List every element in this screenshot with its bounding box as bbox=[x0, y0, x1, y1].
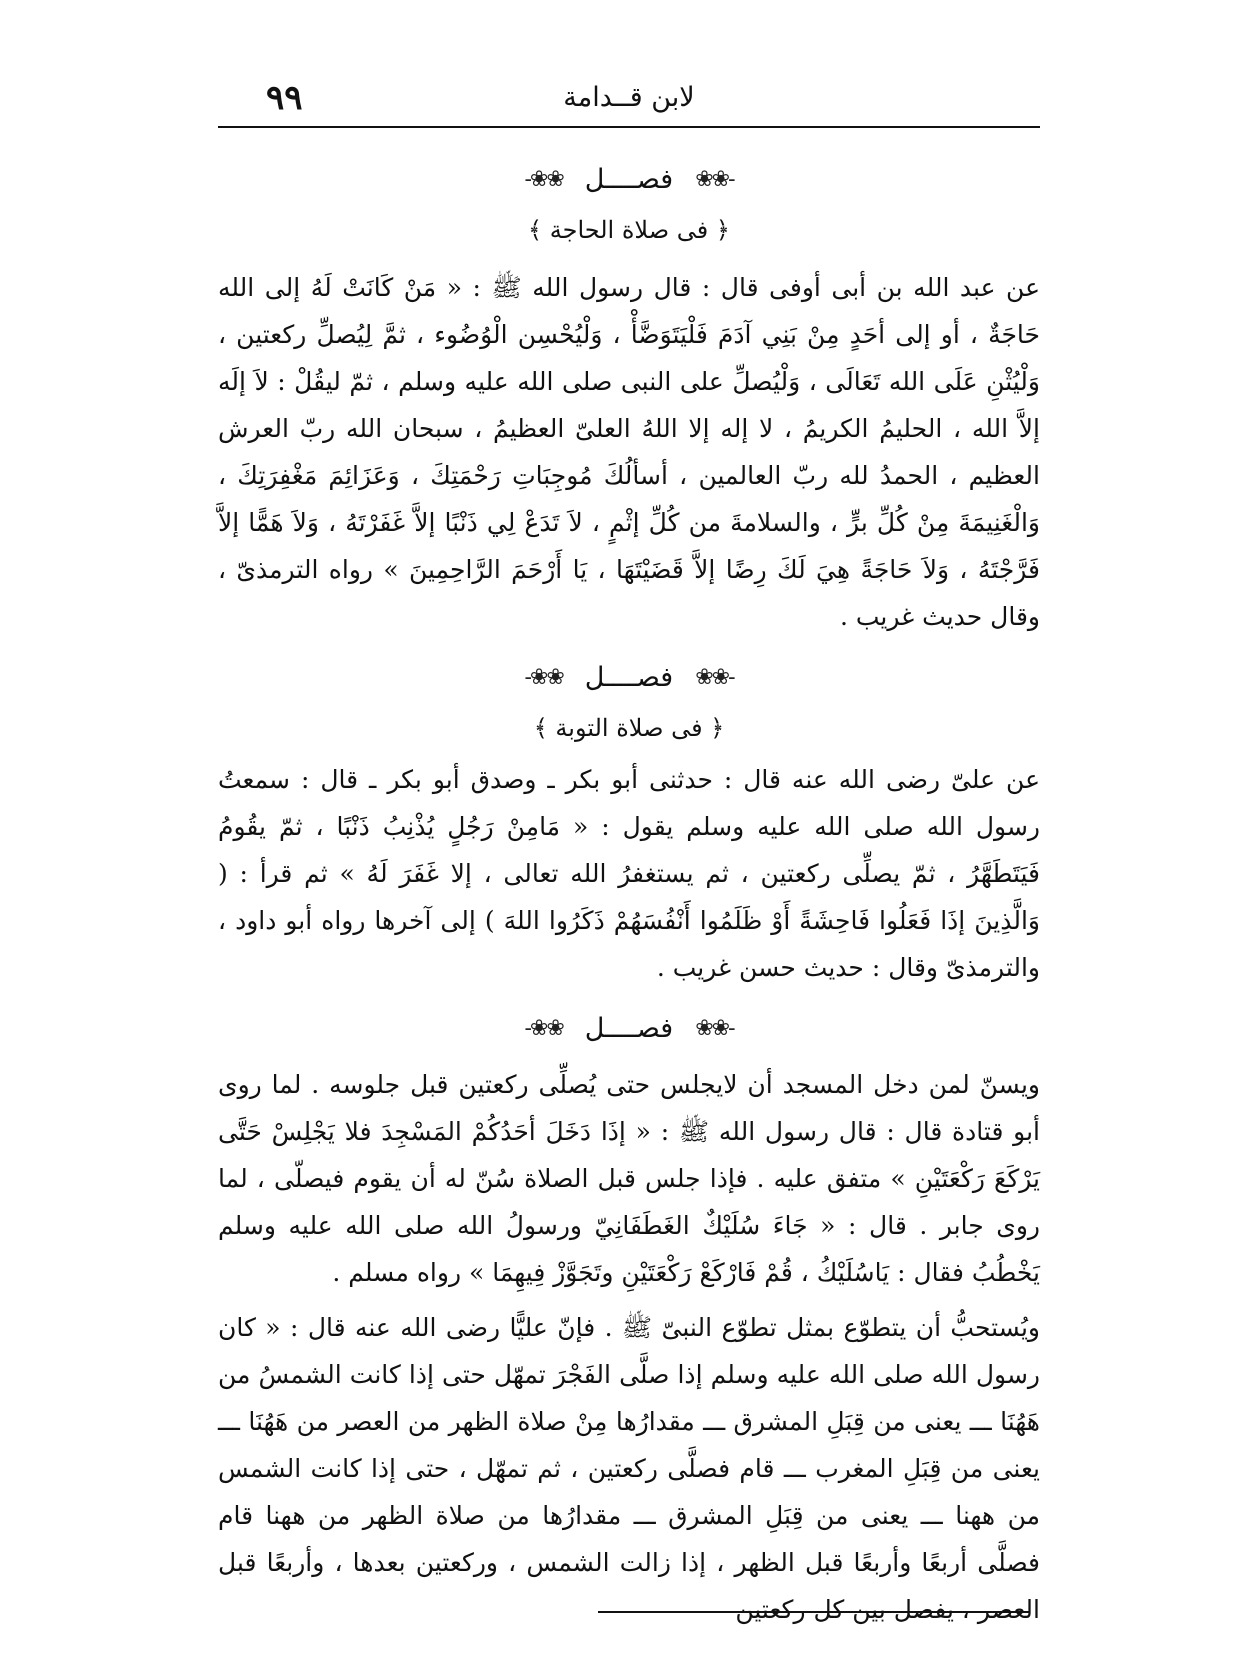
ornament-icon: ❀❀- bbox=[524, 166, 563, 192]
ornament-icon: -❀❀ bbox=[695, 664, 734, 690]
paragraph: ويُستحبُّ أن يتطوّع بمثل تطوّع النبىّ ﷺ . فإنّ عليًّا رضى الله عنه قال : « كان رسول الله صلى الله عليه وسلم إذا صلَّى الفَجْرَ تمهّل حتى إذا كانت الشمسُ من هَهُنَا ـــ يعنى من قِبَلِ المشرق ـــ مقدارُها مِنْ صلاة الظهر من العصر من هَهُنَا ـــ يعنى من قِبَلِ المغرب ـــ قام فصلَّى ركعتين ، ثم تمهّل ، حتى إذا كانت الشمس من ههنا ـــ يعنى من قِبَلِ المشرق ـــ مقدارُها من صلاة الظهر من ههنا قام فصلَّى أربعًا وأربعًا قبل الظهر ، إذا زالت الشمس ، وركعتين بعدها ، وأربعًا قبل العصر ، يفصل بين كل ركعتين bbox=[218, 1313, 1040, 1624]
ornament-icon: -❀❀ bbox=[695, 1015, 734, 1041]
ornament-icon: ❀❀- bbox=[524, 1015, 563, 1041]
paragraph: عن عبد الله بن أبى أوفى قال : قال رسول الله ﷺ : « مَنْ كَانَتْ لَهُ إلى الله حَاجَةٌ ، أو إلى أحَدٍ مِنْ بَنِي آدَمَ فَلْيَتَوَضَّأْ ، وَلْيُحْسِن الْوُضُوء ، ثمَّ لِيُصلِّ ركعتين ، وَلْيُثْنِ عَلَى الله تَعَالَى ، وَلْيُصلِّ على النبى صلى الله عليه وسلم ، ثمّ ليقُلْ : لاَ إلَه إلاَّ الله ، الحليمُ الكريمُ ، لا إله إلا اللهُ العلىّ العظيمُ ، سبحان الله ربّ العرش العظيم ، الحمدُ لله ربّ العالمين ، أسألُكَ مُوجِبَاتِ رَحْمَتِكَ ، وَعَزَائِمَ مَغْفِرَتِكَ ، وَالْغَنِيمَةَ مِنْ كُلِّ برٍّ ، والسلامةَ من كُلِّ إثْمٍ ، لاَ تَدَعْ لِي ذَنْبًا إلاَّ غَفَرْتَهُ ، وَلاَ هَمًّا إلاَّ فَرَّجْتَهُ ، وَلاَ حَاجَةً هِيَ لَكَ رِضًا إلاَّ قَضَيْتَهَا ، يَا أَرْحَمَ الرَّاحِمِينَ » رواه الترمذىّ ، وقال حديث غريب . bbox=[218, 273, 1040, 631]
page-header bbox=[218, 70, 1040, 130]
page-content bbox=[218, 150, 1040, 1633]
section-subtitle: ﴿ فى صلاة التوبة ﴾ bbox=[533, 714, 725, 742]
footer-rule bbox=[598, 1611, 1030, 1613]
section-heading-text: فصــــل bbox=[584, 163, 674, 195]
section-heading bbox=[218, 999, 1040, 1057]
ornament-icon: ❀❀- bbox=[524, 664, 563, 690]
ornament-icon: -❀❀ bbox=[695, 166, 734, 192]
paragraph: ويسنّ لمن دخل المسجد أن لايجلس حتى يُصلِّى ركعتين قبل جلوسه . لما روى أبو قتادة قال : قال رسول الله ﷺ : « إذَا دَخَلَ أحَدُكُمْ المَسْجِدَ فلا يَجْلِسْ حَتَّى يَرْكَعَ رَكْعَتَيْنِ » متفق عليه . فإذا جلس قبل الصلاة سُنّ له أن يقوم فيصلّى ، لما روى جابر . قال : « جَاءَ سُلَيْكٌ الغَطَفَانِيّ ورسولُ الله صلى الله عليه وسلم يَخْطُبُ فقال : يَاسُلَيْكُ ، قُمْ فَارْكَعْ رَكْعَتَيْنِ وتَجَوَّزْ فِيهِمَا » رواه مسلم . bbox=[218, 1070, 1040, 1287]
section-heading bbox=[218, 648, 1040, 706]
page-number: ٩٩ bbox=[266, 78, 303, 118]
running-title: لابن قــدامة bbox=[563, 82, 695, 113]
section-heading-text: فصــــل bbox=[584, 661, 674, 693]
section-heading bbox=[218, 150, 1040, 208]
paragraph: عن علىّ رضى الله عنه قال : حدثنى أبو بكر ـ وصدق أبو بكر ـ قال : سمعتُ رسول الله صلى الله عليه وسلم يقول : « مَامِنْ رَجُلٍ يُذْنِبُ ذَنْبًا ، ثمّ يقُومُ فَيَتَطَهَّرُ ، ثمّ يصلِّى ركعتين ، ثم يستغفرُ الله تعالى ، إلا غَفَرَ لَهُ » ثم قرأ : ( وَالَّذِينَ إذَا فَعَلُوا فَاحِشَةً أَوْ ظَلَمُوا أَنْفُسَهُمْ ذَكَرُوا اللهَ ) إلى آخرها رواه أبو داود ، والترمذىّ وقال : حديث حسن غريب . bbox=[218, 765, 1040, 982]
header-rule bbox=[218, 126, 1040, 128]
section-subtitle: ﴿ فى صلاة الحاجة ﴾ bbox=[528, 216, 730, 244]
section-heading-text: فصــــل bbox=[584, 1012, 674, 1044]
